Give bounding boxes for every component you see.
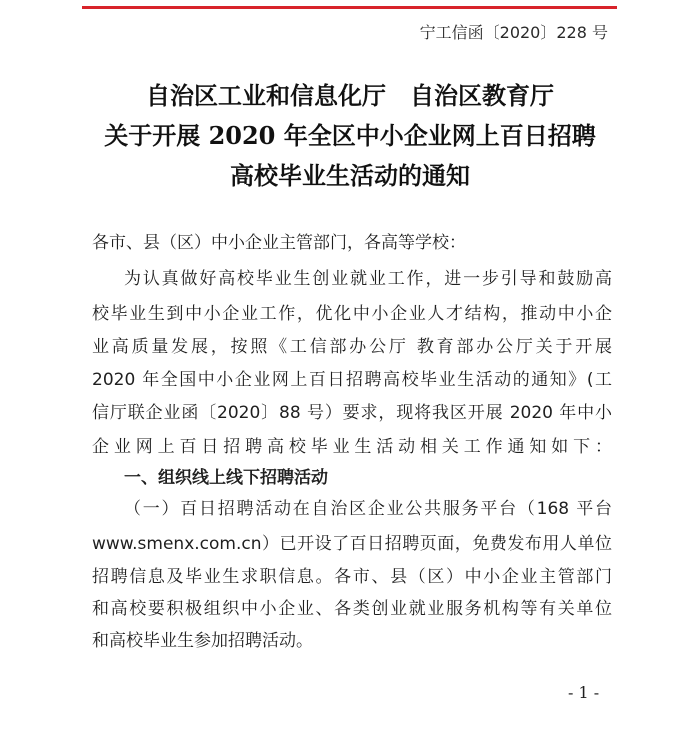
section-heading-1: 一、组织线上线下招聘活动 [124, 468, 328, 488]
title-issuers [0, 76, 700, 111]
paragraph-2-line: 和高校毕业生参加招聘活动。 [92, 631, 313, 651]
title-line-3: 高校毕业生活动的通知 [230, 161, 470, 190]
red-header-rule [82, 6, 617, 9]
paragraph-2-line: 招聘信息及毕业生求职信息。各市、县（区）中小企业主管部门 [92, 567, 612, 587]
issuer-1: 自治区工业和信息化厅 [146, 81, 386, 110]
paragraph-2-line: （一）百日招聘活动在自治区企业公共服务平台（168 平台 [124, 499, 612, 519]
paragraph-2-line: 和高校要积极组织中小企业、各类创业就业服务机构等有关单位 [92, 599, 612, 619]
paragraph-1-line: 为认真做好高校毕业生创业就业工作，进一步引导和鼓励高 [124, 269, 612, 289]
paragraph-1-line: 业高质量发展，按照《工信部办公厅 教育部办公厅关于开展 [92, 337, 612, 357]
document-number: 宁工信函〔2020〕228 号 [419, 23, 608, 42]
paragraph-1-line: 2020 年全国中小企业网上百日招聘高校毕业生活动的通知》(工 [92, 370, 612, 390]
page-number: - 1 - [568, 683, 600, 702]
paragraph-1-line: 校毕业生到中小企业工作，优化中小企业人才结构，推动中小企 [92, 304, 612, 324]
paragraph-2-line: www.smenx.com.cn）已开设了百日招聘页面，免费发布用人单位 [92, 534, 612, 554]
issuer-2: 自治区教育厅 [410, 81, 554, 110]
salutation: 各市、县（区）中小企业主管部门，各高等学校： [92, 233, 466, 253]
title-line-2: 关于开展 2020 年全区中小企业网上百日招聘 [104, 121, 596, 150]
paragraph-1-line: 企业网上百日招聘高校毕业生活动相关工作通知如下： [92, 437, 612, 457]
paragraph-1-line: 信厅联企业函〔2020〕88 号）要求，现将我区开展 2020 年中小 [92, 403, 612, 423]
